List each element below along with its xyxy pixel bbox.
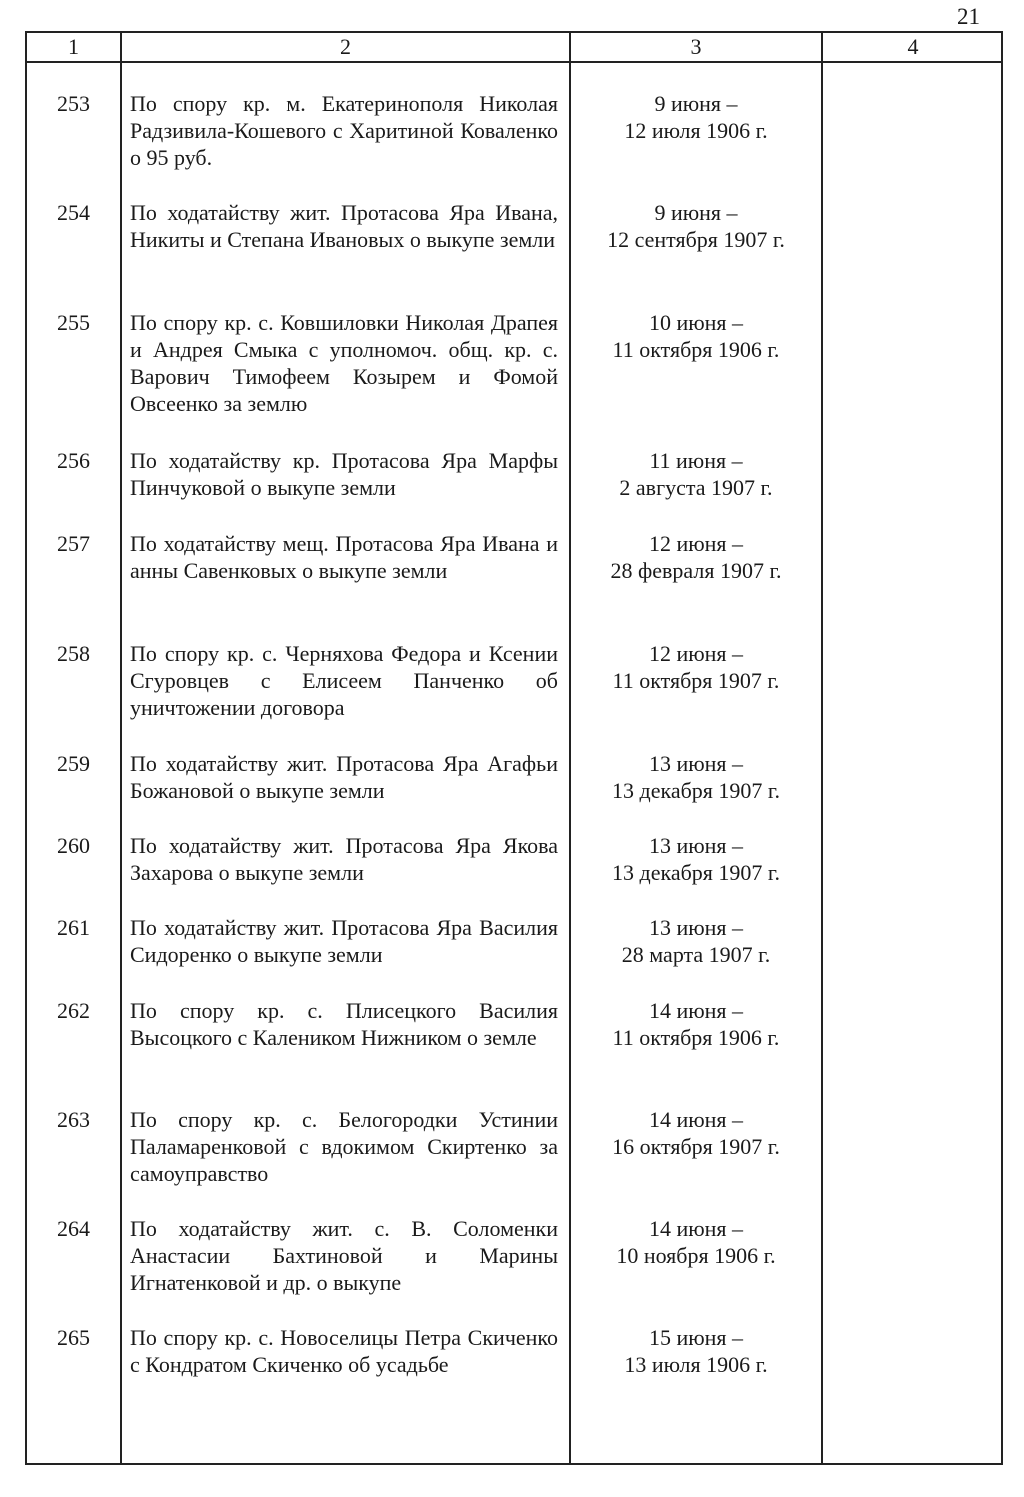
date-end: 11 октября 1906 г. bbox=[612, 337, 780, 362]
case-dates bbox=[571, 1324, 821, 1378]
date-start: 9 июня – bbox=[654, 200, 738, 225]
row-number: 263 bbox=[57, 1107, 90, 1132]
column-divider bbox=[120, 33, 122, 1463]
date-end: 13 июля 1906 г. bbox=[624, 1352, 768, 1377]
case-description: По ходатайству жит. Протасова Яра Ивана, Никиты и Степана Ивановых о выкупе земли bbox=[130, 200, 558, 252]
case-dates bbox=[571, 309, 821, 363]
case-dates bbox=[571, 90, 821, 144]
case-description: По ходатайству жит. Протасова Яра Василия Сидоренко о выкупе земли bbox=[130, 915, 558, 967]
row-number: 260 bbox=[57, 833, 90, 858]
case-dates bbox=[571, 1106, 821, 1160]
date-end: 12 сентября 1907 г. bbox=[607, 227, 785, 252]
date-end: 2 августа 1907 г. bbox=[619, 475, 773, 500]
case-description: По ходатайству жит. Протасова Яра Якова Захарова о выкупе земли bbox=[130, 833, 558, 885]
case-description: По спору кр. с. Новоселицы Петра Скиченко с Кондратом Скиченко об усадьбе bbox=[130, 1325, 558, 1377]
date-end: 28 марта 1907 г. bbox=[621, 942, 771, 967]
case-description: По спору кр. с. Черняхова Федора и Ксении Сгуровцев с Елисеем Панченко об уничтожении договора bbox=[130, 641, 558, 720]
case-dates bbox=[571, 1215, 821, 1269]
date-start: 15 июня – bbox=[648, 1325, 744, 1350]
row-number: 257 bbox=[57, 531, 90, 556]
date-start: 12 июня – bbox=[648, 531, 744, 556]
case-dates bbox=[571, 640, 821, 694]
case-description: По ходатайству кр. Протасова Яра Марфы Пинчуковой о выкупе земли bbox=[130, 448, 558, 500]
row-number: 255 bbox=[57, 310, 90, 335]
date-start: 13 июня – bbox=[648, 915, 744, 940]
case-dates bbox=[571, 914, 821, 968]
row-number: 259 bbox=[57, 751, 90, 776]
date-end: 12 июля 1906 г. bbox=[624, 118, 768, 143]
date-end: 13 декабря 1907 г. bbox=[612, 778, 780, 803]
case-dates bbox=[571, 199, 821, 253]
date-end: 11 октября 1906 г. bbox=[612, 1025, 780, 1050]
date-end: 28 февраля 1907 г. bbox=[610, 558, 782, 583]
case-description: По ходатайству мещ. Протасова Яра Ивана и анны Савенковых о выкупе земли bbox=[130, 531, 558, 583]
column-header-4: 4 bbox=[907, 34, 919, 59]
date-start: 9 июня – bbox=[654, 91, 738, 116]
case-dates bbox=[571, 750, 821, 804]
column-header-2: 2 bbox=[340, 34, 351, 59]
register-table bbox=[25, 31, 1003, 1465]
column-header-3: 3 bbox=[690, 34, 702, 59]
date-end: 16 октября 1907 г. bbox=[612, 1134, 780, 1159]
date-start: 13 июня – bbox=[648, 833, 744, 858]
case-dates bbox=[571, 447, 821, 501]
date-start: 10 июня – bbox=[648, 310, 744, 335]
row-number: 254 bbox=[57, 200, 90, 225]
case-description: По спору кр. с. Ковшиловки Николая Драпея и Андрея Смыка с уполномоч. общ. кр. с. Варович Тимофеем Козырем и Фомой Овсеенко за землю bbox=[130, 310, 558, 416]
case-description: По спору кр. м. Екатеринополя Николая Радзивила-Кошевого с Харитиной Коваленко о 95 руб. bbox=[130, 91, 558, 170]
row-number: 262 bbox=[57, 998, 90, 1023]
date-end: 10 ноября 1906 г. bbox=[616, 1243, 776, 1268]
case-description: По ходатайству жит. с. В. Соломенки Анастасии Бахтиновой и Марины Игнатенковой и др. о выкупе bbox=[130, 1216, 558, 1295]
date-start: 12 июня – bbox=[648, 641, 744, 666]
case-description: По ходатайству жит. Протасова Яра Агафьи Божановой о выкупе земли bbox=[130, 751, 558, 803]
page-number: 21 bbox=[957, 4, 980, 29]
date-end: 11 октября 1907 г. bbox=[612, 668, 780, 693]
row-number: 265 bbox=[57, 1325, 90, 1350]
row-number: 256 bbox=[57, 448, 90, 473]
case-description: По спору кр. с. Белогородки Устинии Паламаренковой с вдокимом Скиртенко за самоуправство bbox=[130, 1107, 558, 1186]
date-start: 11 июня – bbox=[649, 448, 743, 473]
date-start: 14 июня – bbox=[648, 1216, 744, 1241]
date-end: 13 декабря 1907 г. bbox=[612, 860, 780, 885]
row-number: 258 bbox=[57, 641, 90, 666]
case-dates bbox=[571, 997, 821, 1051]
header-rule bbox=[27, 61, 1001, 63]
case-dates bbox=[571, 530, 821, 584]
date-start: 13 июня – bbox=[648, 751, 744, 776]
column-header-1: 1 bbox=[68, 34, 79, 59]
case-dates bbox=[571, 832, 821, 886]
row-number: 264 bbox=[57, 1216, 90, 1241]
date-start: 14 июня – bbox=[648, 998, 744, 1023]
row-number: 261 bbox=[57, 915, 90, 940]
date-start: 14 июня – bbox=[648, 1107, 744, 1132]
case-description: По спору кр. с. Плисецкого Василия Высоцкого с Калеником Нижником о земле bbox=[130, 998, 558, 1050]
row-number: 253 bbox=[57, 91, 90, 116]
column-divider bbox=[821, 33, 823, 1463]
